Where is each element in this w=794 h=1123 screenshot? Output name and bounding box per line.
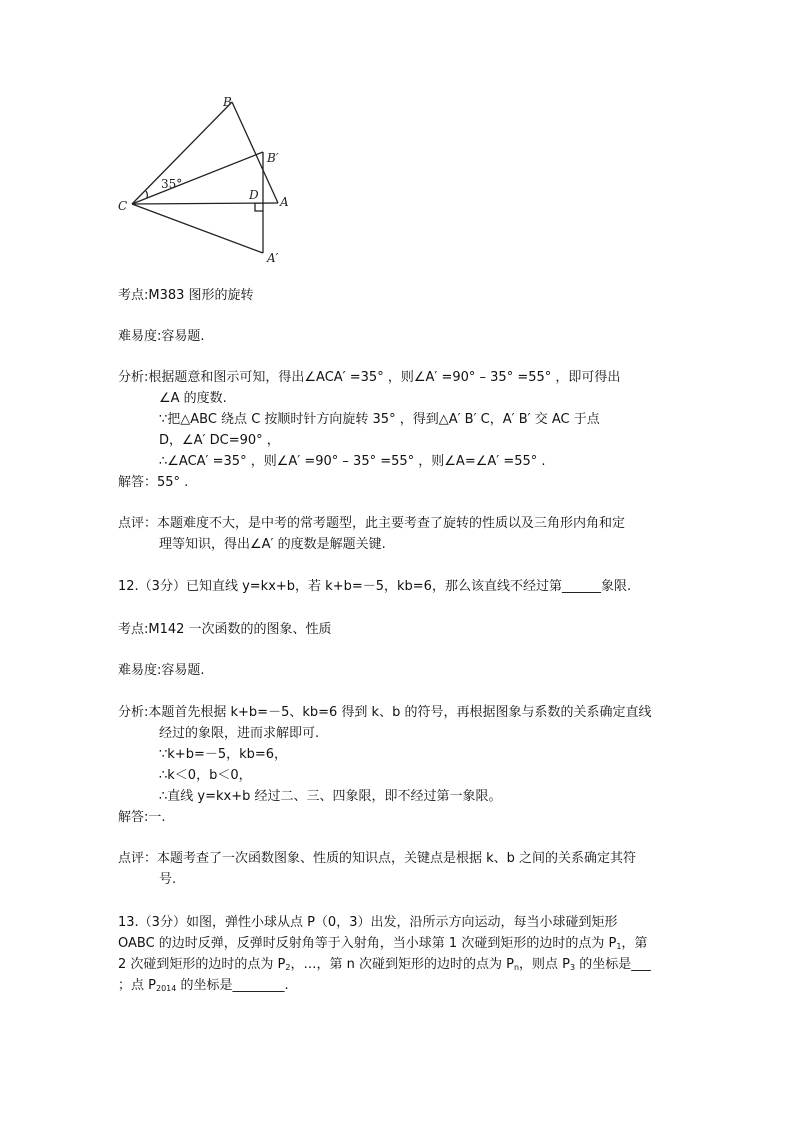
label-b-prime: B′ — [267, 151, 279, 165]
label-d: D — [249, 188, 259, 202]
segment-cbp — [132, 152, 263, 204]
label-a: A — [280, 195, 289, 209]
q11-dianping-2: 理等知识，得出∠A′ 的度数是解题关键. — [159, 537, 386, 552]
angle-arc — [146, 191, 147, 198]
q12-dianping-2: 号. — [159, 872, 177, 887]
q11-fenxi-1: 分析:根据题意和图示可知，得出∠ACA′ =35° ，则∠A′ =90° – 35° =55° ，即可得出 — [118, 370, 621, 385]
right-angle-mark — [255, 203, 263, 211]
rotation-triangle-figure — [110, 92, 300, 272]
q11-fenxi-4: D，∠A′ DC=90° ， — [159, 433, 280, 448]
label-a-prime: A′ — [267, 251, 279, 265]
label-b: B — [223, 95, 232, 109]
q11-kaodian: 考点:M383 图形的旋转 — [118, 288, 254, 303]
label-c: C — [118, 199, 128, 213]
q12-fenxi-4: ∴k＜0，b＜0， — [159, 768, 252, 783]
q12-dianping-1: 点评：本题考查了一次函数图象、性质的知识点，关键点是根据 k、b 之间的关系确定其符 — [118, 851, 637, 866]
q11-fenxi-3: ∵把△ABC 绕点 C 按顺时针方向旋转 35° ，得到△A′ B′ C，A′ B′ 交 AC 于点 — [159, 412, 600, 427]
segment-ca — [132, 203, 278, 204]
q13-line-2: OABC 的边时反弹，反弹时反射角等于入射角，当小球第 1 次碰到矩形的边时的点为 $P_1$，第 — [118, 936, 648, 951]
q13-line-4: ；点 $P_{2014}$ 的坐标是________. — [118, 978, 289, 993]
q12-fenxi-3: ∵k+b=－5，kb=6， — [159, 747, 288, 762]
q12-fenxi-5: ∴直线 y=kx+b 经过二、三、四象限，即不经过第一象限。 — [159, 789, 502, 804]
label-angle: 35° — [161, 177, 183, 191]
q11-fenxi-5: ∴∠ACA′ =35° ，则∠A′ =90° – 35° =55° ，则∠A=∠A′ =55° . — [159, 454, 546, 469]
segment-cap — [132, 204, 263, 253]
q12-question: 12.（3分）已知直线 y=kx+b，若 k+b=－5，kb=6，那么该直线不经过第______象限. — [118, 579, 632, 594]
q12-fenxi-1: 分析:本题首先根据 k+b=－5、kb=6 得到 k、b 的符号，再根据图象与系数的关系确定直线 — [118, 705, 652, 720]
q12-jieda: 解答:一. — [118, 810, 166, 825]
q11-dianping-1: 点评：本题难度不大，是中考的常考题型，此主要考查了旋转的性质以及三角形内角和定 — [118, 516, 626, 531]
q13-line-1: 13.（3分）如图，弹性小球从点 P（0，3）出发，沿所示方向运动，每当小球碰到矩形 — [118, 915, 618, 930]
q13-line-3: 2 次碰到矩形的边时的点为 $P_2$，…，第 n 次碰到矩形的边时的点为 $P_n$，则点 $P_3$ 的坐标是___ — [118, 957, 651, 972]
q12-kaodian: 考点:M142 一次函数的的图象、性质 — [118, 622, 332, 637]
q12-nanyidu: 难易度:容易题. — [118, 663, 205, 678]
q12-fenxi-2: 经过的象限，进而求解即可. — [159, 726, 320, 741]
q11-fenxi-2: ∠A 的度数. — [159, 391, 227, 406]
q11-jieda: 解答：55° . — [118, 475, 189, 490]
q11-nanyidu: 难易度:容易题. — [118, 329, 205, 344]
